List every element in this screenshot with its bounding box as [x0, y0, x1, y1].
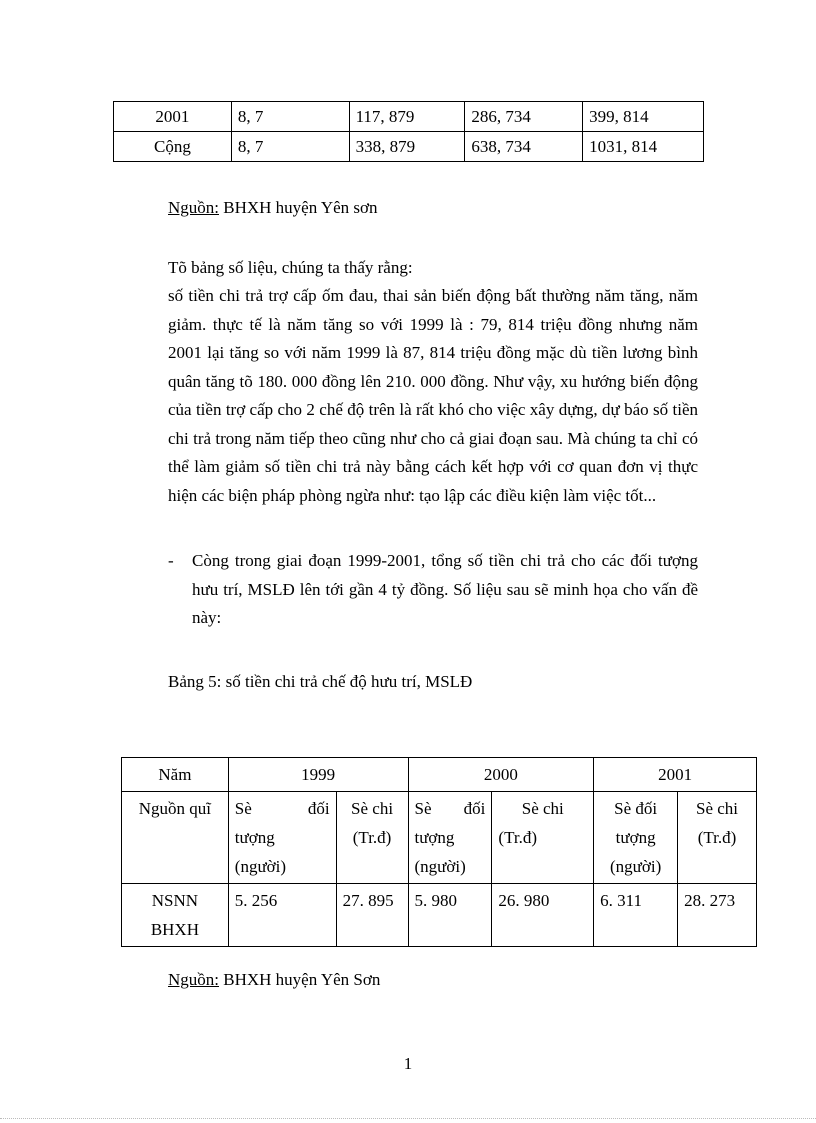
table-cell: 638, 734 — [465, 132, 583, 162]
table-cell: 338, 879 — [349, 132, 465, 162]
subheader-amount: Sè chi (Tr.đ) — [336, 792, 408, 884]
table-cell: 27. 895 — [336, 884, 408, 947]
table-header-row — [122, 758, 757, 792]
subheader-amount: Sè chi (Tr.đ) — [492, 792, 594, 884]
source-label: Nguồn: — [168, 198, 219, 217]
row-label: NSNN BHXH — [122, 884, 229, 947]
source-note — [168, 970, 380, 990]
subheader-amount: Sè chi (Tr.đ) — [678, 792, 757, 884]
header-year-2000: 2000 — [408, 758, 594, 792]
table-caption: Bảng 5: số tiền chi trả chế độ hưu trí, MSLĐ — [168, 672, 473, 691]
bullet-item — [168, 547, 698, 633]
table-cell: 5. 256 — [228, 884, 336, 947]
bullet-text: Còng trong giai đoạn 1999-2001, tổng số tiền chi trả cho các đối tượng hưu trí, MSLĐ lên tới gần 4 tỷ đồng. Số liệu sau sẽ minh họa cho vấn đề này: — [192, 551, 698, 627]
table-cell: 6. 311 — [594, 884, 678, 947]
table-cell: 2001 — [114, 102, 232, 132]
source-text: BHXH huyện Yên Sơn — [219, 970, 381, 989]
table-cell: 399, 814 — [583, 102, 704, 132]
table-cell: 8, 7 — [231, 132, 349, 162]
table-row — [114, 132, 704, 162]
header-year-2001: 2001 — [594, 758, 757, 792]
page-number: 1 — [403, 1054, 413, 1073]
table-subheader-row — [122, 792, 757, 884]
page-edge — [0, 1118, 816, 1119]
header-year-1999: 1999 — [228, 758, 408, 792]
paragraph-body: số tiền chi trả trợ cấp ốm đau, thai sản biến động bất thường năm tăng, năm giảm. thực tế là năm tăng so với 1999 là : 79, 814 triệu đồng nhưng năm 2001 lại tăng so với năm 1999 là 87, 814 triệu đồng mặc dù tiền lương bình quân tăng tõ 180. 000 đồng lên 210. 000 đồng. Như vậy, xu hướng biến động của tiền trợ cấp cho 2 chế độ trên là rất khó cho việc xây dựng, dự báo số tiền chi trả trong năm tiếp theo cũng như cho cả giai đoạn sau. Mà chúng ta chỉ có thể làm giảm số tiền chi trả này bằng cách kết hợp với cơ quan đơn vị thực hiện các biện pháp phòng ngừa như: tạo lập các điều kiện làm việc tốt... — [168, 286, 698, 505]
table-cell: 8, 7 — [231, 102, 349, 132]
header-year: Năm — [122, 758, 229, 792]
source-text: BHXH huyện Yên sơn — [219, 198, 378, 217]
paragraph-intro: Tõ bảng số liệu, chúng ta thấy rằng: — [168, 258, 413, 277]
pension-table — [121, 757, 757, 947]
subheader-count: Sè đối tượng (người) — [408, 792, 492, 884]
table-cell: 5. 980 — [408, 884, 492, 947]
subheader-count: Sè đối tượng (người) — [228, 792, 336, 884]
table-row — [114, 102, 704, 132]
table-cell: 286, 734 — [465, 102, 583, 132]
table-row — [122, 884, 757, 947]
table-cell: 117, 879 — [349, 102, 465, 132]
table-cell: 1031, 814 — [583, 132, 704, 162]
bullet-dash: - — [168, 551, 174, 570]
subheader-count: Sè đối tượng (người) — [594, 792, 678, 884]
table-cell: 28. 273 — [678, 884, 757, 947]
table-cell: 26. 980 — [492, 884, 594, 947]
continued-table — [113, 101, 704, 162]
table-cell: Cộng — [114, 132, 232, 162]
header-source: Nguồn quĩ — [122, 792, 229, 884]
source-note — [168, 198, 378, 218]
source-label: Nguồn: — [168, 970, 219, 989]
